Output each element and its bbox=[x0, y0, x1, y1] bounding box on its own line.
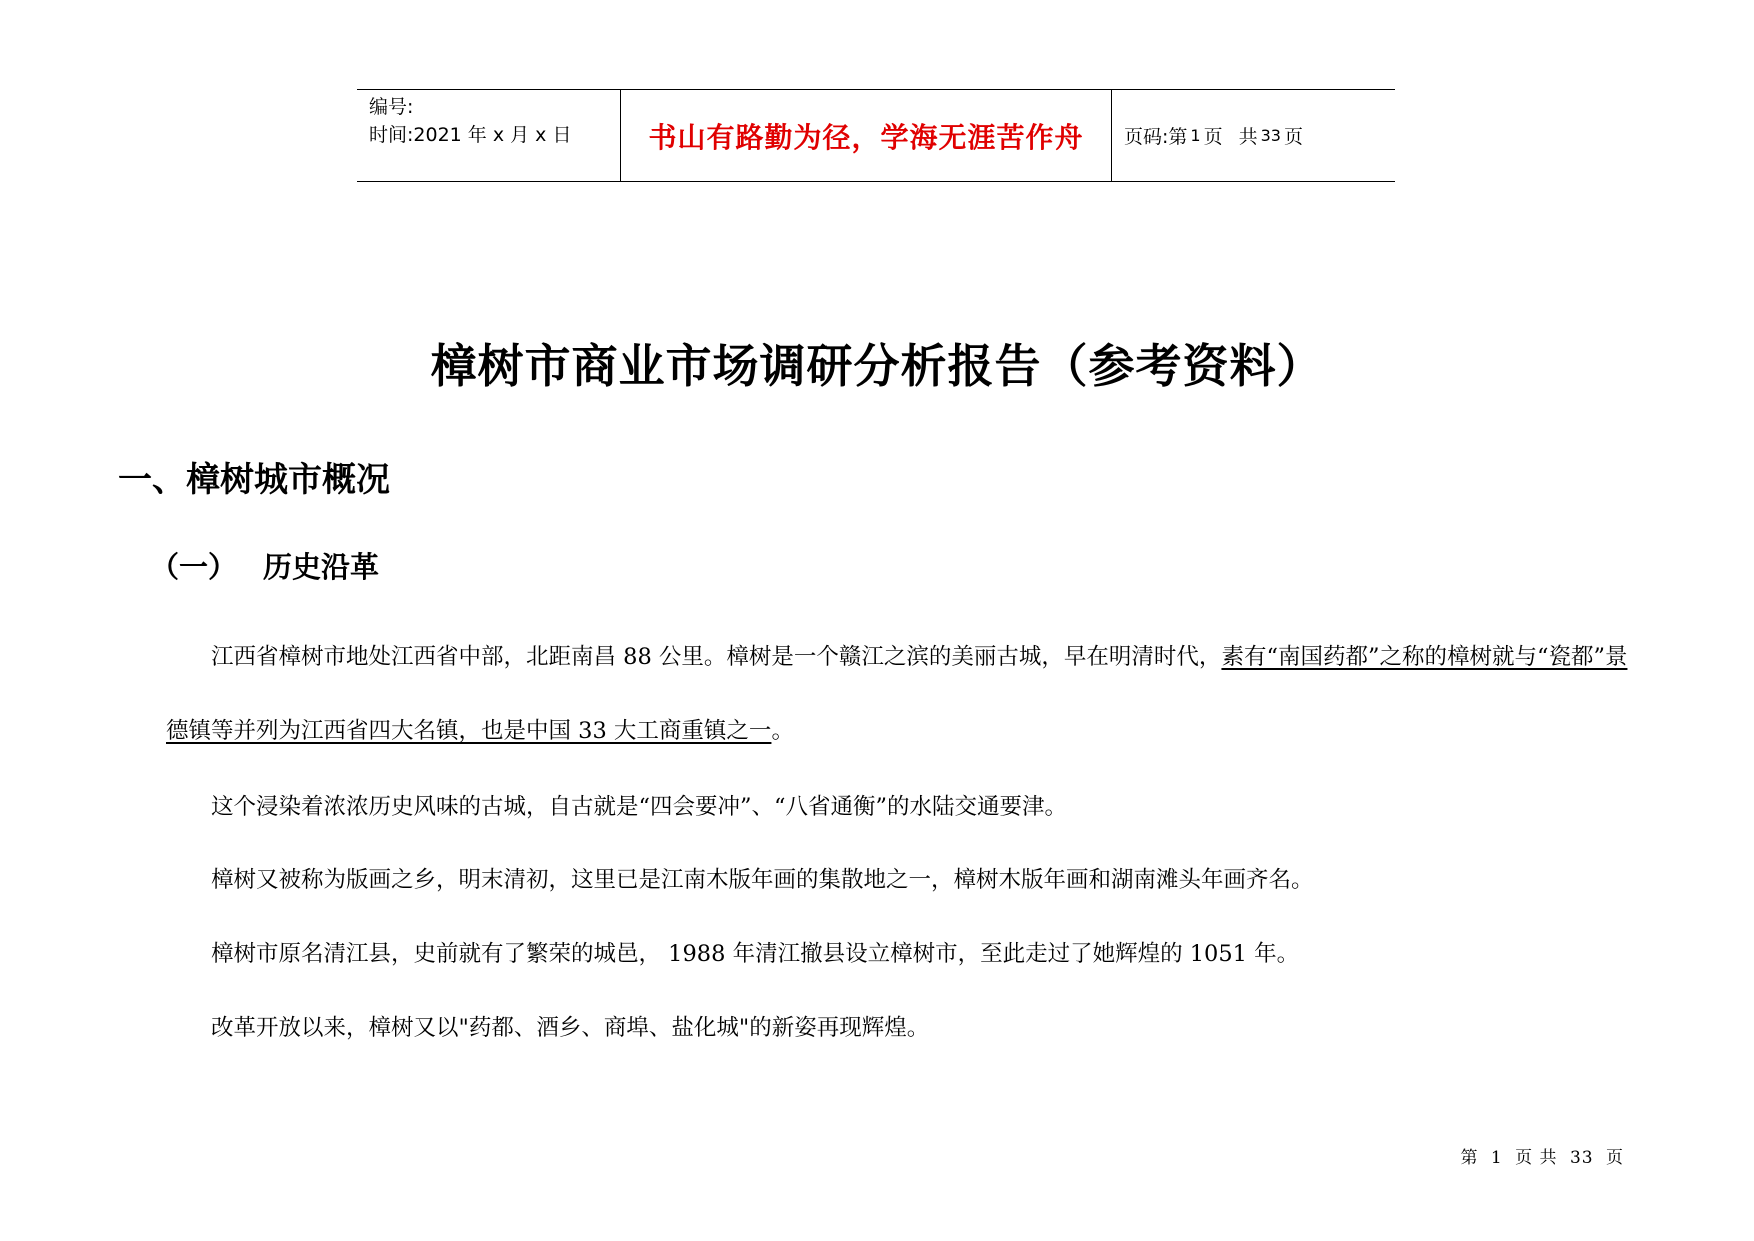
paragraph-1-text: 江西省樟树市地处江西省中部，北距南昌 88 公里。樟树是一个赣江之滨的美丽古城，早在明清时代， bbox=[211, 644, 1222, 670]
section-heading: 一、樟树城市概况 bbox=[118, 460, 390, 500]
paragraph-2: 这个浸染着浓浓历史风味的古城，自古就是“四会要冲”、“八省通衡”的水陆交通要津。 bbox=[211, 794, 1068, 820]
page-footer bbox=[1461, 1143, 1625, 1168]
document-date: 时间:2021 年 x 月 x 日 bbox=[369, 124, 572, 146]
paragraph-4: 樟树市原名清江县，史前就有了繁荣的城邑， 1988 年清江撤县设立樟树市，至此走过了她辉煌的 1051 年。 bbox=[211, 941, 1300, 967]
total-pages: 33 bbox=[1260, 126, 1281, 145]
paragraph-1 bbox=[166, 620, 1636, 768]
subsection-marker: （一） bbox=[150, 550, 238, 584]
subsection-heading bbox=[150, 545, 379, 586]
footer-current: 1 bbox=[1490, 1148, 1503, 1168]
document-header bbox=[357, 89, 1395, 182]
document-title: 樟树市商业市场调研分析报告（参考资料） bbox=[430, 339, 1324, 393]
total-suffix: 页 bbox=[1283, 126, 1303, 148]
motto: 书山有路勤为径，学海无涯苦作舟 bbox=[648, 120, 1084, 154]
paragraph-1-underlined: 素有“南国药都”之称的樟树就与“瓷都”景德镇等并列为江西省四大名镇，也是中国 33 大工商重镇之一 bbox=[166, 644, 1628, 744]
footer-total: 33 bbox=[1569, 1148, 1594, 1168]
footer-mid: 页 共 bbox=[1515, 1148, 1558, 1168]
subsection-title: 历史沿革 bbox=[263, 550, 380, 584]
footer-suffix: 页 bbox=[1606, 1148, 1624, 1168]
document-number-label: 编号: bbox=[369, 96, 414, 118]
page-current: 1 bbox=[1190, 126, 1201, 145]
paragraph-5: 改革开放以来，樟树又以"药都、酒乡、商埠、盐化城"的新姿再现辉煌。 bbox=[211, 1015, 930, 1041]
paragraph-1-end: 。 bbox=[771, 718, 794, 744]
header-page-cell bbox=[1112, 90, 1395, 181]
total-prefix: 共 bbox=[1238, 126, 1258, 148]
page-mid: 页 bbox=[1203, 126, 1223, 148]
footer-prefix: 第 bbox=[1460, 1148, 1479, 1168]
header-info-cell bbox=[357, 90, 621, 181]
header-motto-cell bbox=[621, 90, 1112, 181]
paragraph-3: 樟树又被称为版画之乡，明末清初，这里已是江南木版年画的集散地之一，樟树木版年画和湖南滩头年画齐名。 bbox=[211, 867, 1314, 893]
page-prefix: 页码:第 bbox=[1124, 126, 1188, 148]
